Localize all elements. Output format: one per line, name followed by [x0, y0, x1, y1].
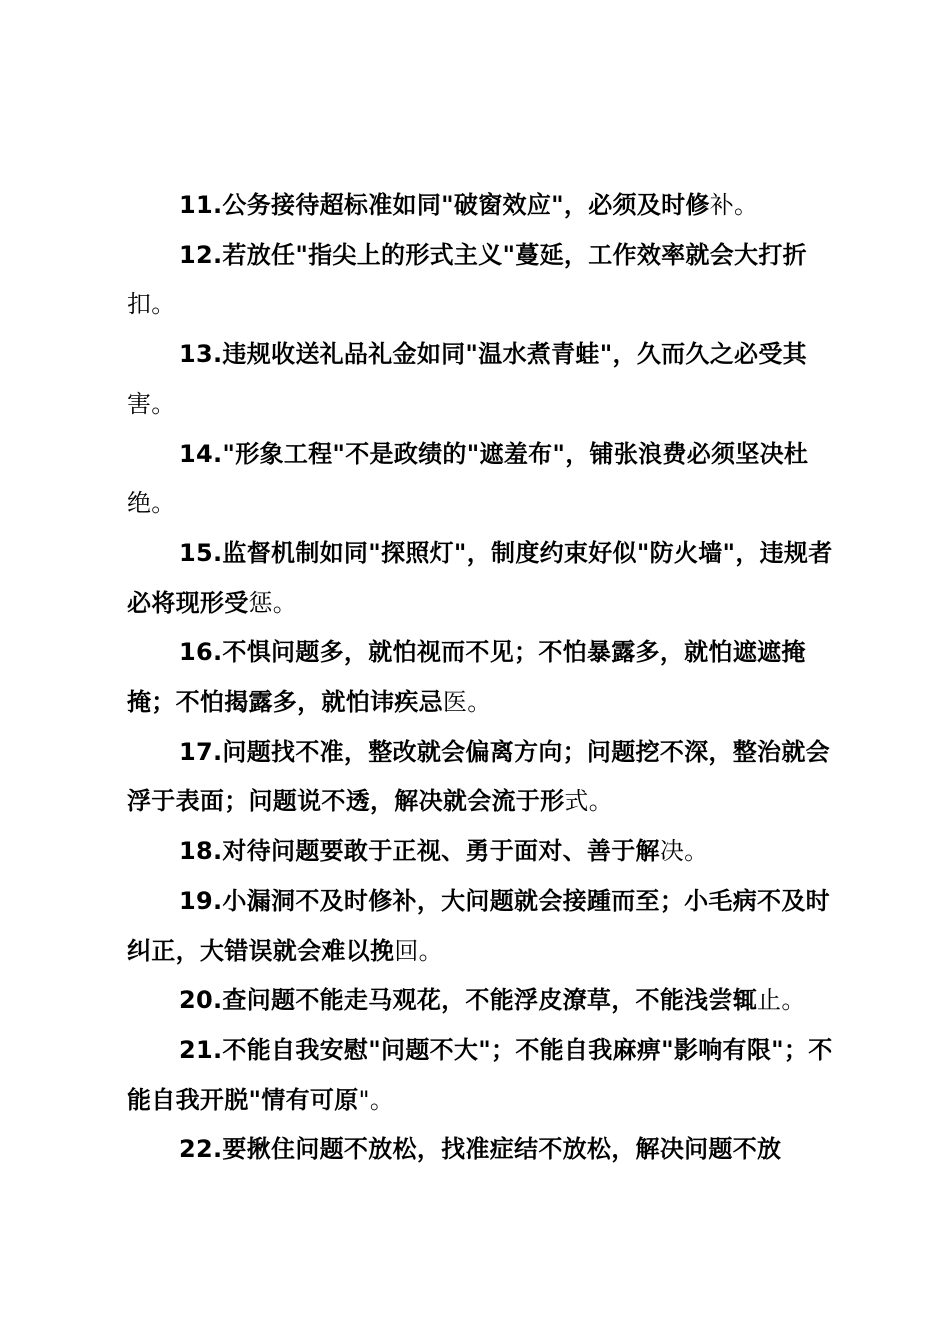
paragraph-19: [127, 877, 837, 976]
paragraph-16: [127, 628, 837, 727]
paragraph-ending: 式。: [564, 787, 614, 816]
paragraph-ending: 医。: [442, 688, 492, 717]
paragraph-ending: 补。: [709, 191, 759, 219]
paragraph-17: [127, 728, 837, 827]
paragraph-ending: "。: [358, 1085, 395, 1114]
paragraph-11: [127, 181, 837, 231]
paragraph-ending: 回。: [394, 936, 443, 965]
paragraph-text: 16.不惧问题多，就怕视而不见；不怕暴露多，就怕遮遮掩掩；不怕揭露多，就怕讳疾忌: [127, 638, 806, 717]
paragraph-text: 21.不能自我安慰"问题不大"；不能自我麻痹"影响有限"；不能自我开脱"情有可原: [127, 1035, 833, 1114]
paragraph-ending: 扣。: [127, 290, 176, 319]
paragraph-text: 12.若放任"指尖上的形式主义"蔓延，工作效率就会大打折: [179, 240, 807, 269]
paragraph-ending: 害。: [127, 389, 176, 418]
paragraph-text: 13.违规收送礼品礼金如同"温水煮青蛙"，久而久之必受其: [179, 340, 807, 369]
paragraph-text: 20.查问题不能走马观花，不能浮皮潦草，不能浅尝辄: [179, 986, 758, 1015]
paragraph-12: [127, 231, 837, 330]
paragraph-text: 22.要揪住问题不放松，找准症结不放松，解决问题不放: [179, 1135, 782, 1164]
paragraph-text: 18.对待问题要敢于正视、勇于面对、善于解: [179, 837, 660, 866]
paragraph-ending: 决。: [659, 837, 709, 866]
paragraph-text: 14."形象工程"不是政绩的"遮羞布"，铺张浪费必须坚决杜: [179, 439, 809, 468]
document-body: [127, 181, 837, 1175]
paragraph-18: [127, 827, 837, 877]
paragraph-14: [127, 430, 837, 529]
paragraph-ending: 惩。: [248, 588, 298, 617]
paragraph-text: 17.问题找不准，整改就会偏离方向；问题挖不深，整治就会浮于表面；问题说不透，解决就会流于形: [127, 737, 830, 816]
paragraph-13: [127, 330, 837, 429]
paragraph-15: [127, 529, 837, 628]
paragraph-ending: 止。: [757, 986, 806, 1015]
paragraph-ending: 绝。: [127, 489, 176, 518]
paragraph-21: [127, 1026, 837, 1125]
paragraph-22: [127, 1125, 837, 1175]
paragraph-text: 11.公务接待超标准如同"破窗效应"，必须及时修: [179, 191, 710, 219]
paragraph-text: 15.监督机制如同"探照灯"，制度约束好似"防火墙"，违规者必将现形受: [127, 538, 833, 617]
paragraph-20: [127, 976, 837, 1026]
paragraph-text: 19.小漏洞不及时修补，大问题就会接踵而至；小毛病不及时纠正，大错误就会难以挽: [127, 886, 830, 965]
